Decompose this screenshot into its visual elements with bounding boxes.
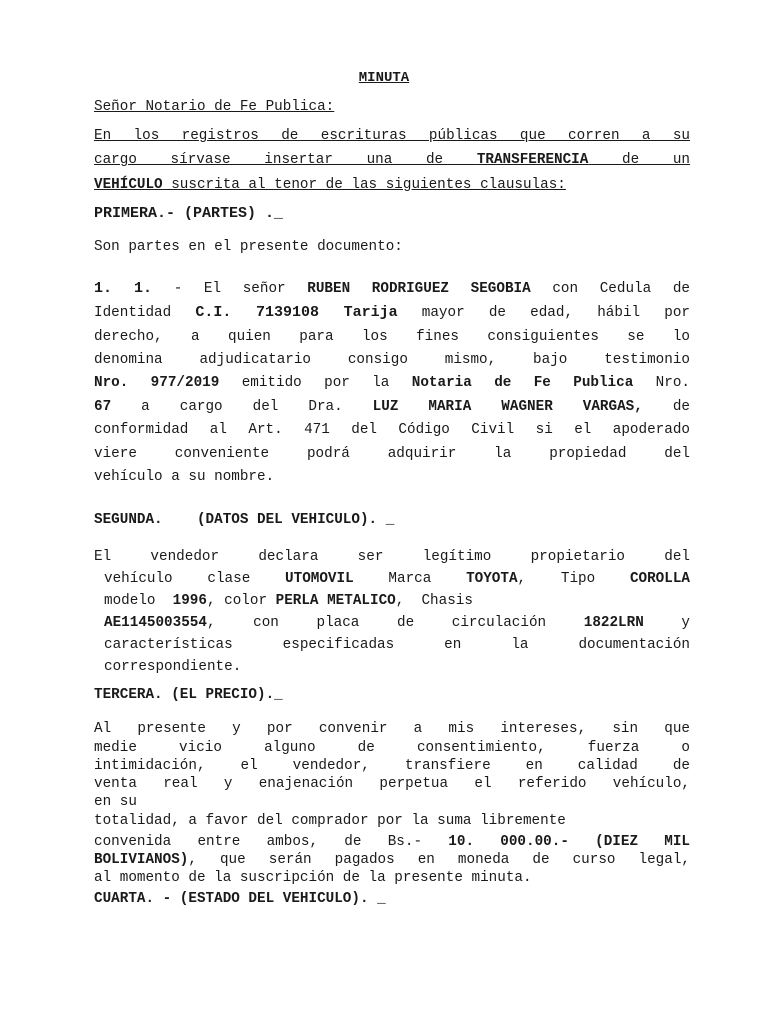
clause-bold: 1822LRN xyxy=(583,615,644,631)
document-title: MINUTA xyxy=(358,70,410,86)
primera-heading: PRIMERA.- (PARTES) ._ xyxy=(94,205,284,222)
clause-bold: 67 xyxy=(94,399,112,415)
clause-text: , Tipo xyxy=(517,571,630,587)
clause-text: , color xyxy=(206,593,276,609)
clause-bold: Nro. 977/2019 xyxy=(94,375,220,391)
segunda-line-4 xyxy=(104,613,690,633)
tercera-line-3: intimidación, el vendedor, transfiere en calidad de xyxy=(94,758,690,774)
clause-text: , que serán pagados en moneda de curso legal, xyxy=(188,852,690,868)
clause-bold: TOYOTA xyxy=(466,571,518,587)
tercera-line-4: venta real y enajenación perpetua el referido vehículo, xyxy=(94,776,690,792)
primera-line-5 xyxy=(94,373,690,393)
clause-bold: Notaria de Fe Publica xyxy=(411,375,634,391)
tercera-line-2: medie vicio alguno de consentimiento, fuerza o xyxy=(94,740,690,756)
clause-text: - El señor xyxy=(152,281,308,297)
tercera-heading: TERCERA. (EL PRECIO)._ xyxy=(94,687,283,703)
clause-number: 1. 1. xyxy=(94,280,153,297)
clause-text: de xyxy=(642,399,690,415)
primera-line-7: conformidad al Art. 471 del Código Civil si el apoderado xyxy=(94,422,690,438)
clause-text: vehículo clase xyxy=(104,571,286,587)
primera-line-8: viere conveniente podrá adquirir la propiedad del xyxy=(94,446,690,462)
clause-bold: 1996 xyxy=(172,593,207,609)
clause-bold: LUZ MARIA WAGNER VARGAS, xyxy=(372,399,643,415)
primera-line-6 xyxy=(94,397,690,417)
intro-bold: TRANSFERENCIA xyxy=(476,152,589,168)
clause-text: Marca xyxy=(353,571,467,587)
intro-text: de un xyxy=(588,152,691,168)
primera-line-3: derecho, a quien para los fines consiguientes se lo xyxy=(94,329,690,345)
cuarta-heading: CUARTA. - (ESTADO DEL VEHICULO). _ xyxy=(94,891,386,907)
intro-line-2 xyxy=(94,150,690,170)
clause-bold: BOLIVIANOS) xyxy=(94,852,189,868)
tercera-line-8 xyxy=(94,850,690,870)
intro-bold: VEHÍCULO xyxy=(94,177,163,193)
clause-text: convenida entre ambos, de Bs.- xyxy=(94,834,449,850)
segunda-line-6: correspondiente. xyxy=(104,659,242,675)
clause-bold: UTOMOVIL xyxy=(285,571,354,587)
clause-text: Nro. xyxy=(633,375,690,391)
intro-line-3 xyxy=(94,175,690,195)
intro-text: suscrita al tenor de las siguientes clausulas: xyxy=(162,177,566,193)
segunda-line-1: El vendedor declara ser legítimo propietario del xyxy=(94,549,690,565)
clause-bold: PERLA METALICO xyxy=(275,593,396,609)
clause-text: mayor de edad, hábil por xyxy=(397,305,691,321)
tercera-line-7 xyxy=(94,832,690,852)
clause-text: emitido por la xyxy=(219,375,412,391)
primera-line-9: vehículo a su nombre. xyxy=(94,469,275,485)
salutation: Señor Notario de Fe Publica: xyxy=(94,99,335,115)
clause-text: , Chasis xyxy=(395,593,473,609)
clause-bold: 10. 000.00.- (DIEZ MIL xyxy=(448,834,691,850)
clause-bold: AE1145003554 xyxy=(104,615,207,631)
intro-text: cargo sírvase insertar una de xyxy=(94,152,477,168)
tercera-line-6: totalidad, a favor del comprador por la suma libremente xyxy=(94,813,566,829)
tercera-line-5: en su xyxy=(94,794,137,810)
primera-lead: Son partes en el presente documento: xyxy=(94,239,403,255)
clause-bold: C.I. 7139108 Tarija xyxy=(195,304,398,321)
clause-bold: RUBEN RODRIGUEZ SEGOBIA xyxy=(307,281,531,297)
tercera-line-1: Al presente y por convenir a mis intereses, sin que xyxy=(94,721,690,737)
segunda-line-2 xyxy=(104,569,690,589)
clause-text: y xyxy=(643,615,690,631)
clause-text: , con placa de circulación xyxy=(206,615,584,631)
clause-text: con Cedula de xyxy=(530,281,690,297)
segunda-line-5: características especificadas en la documentación xyxy=(104,637,690,653)
tercera-line-9: al momento de la suscripción de la presente minuta. xyxy=(94,870,532,886)
clause-text: a cargo del Dra. xyxy=(111,399,373,415)
segunda-heading: SEGUNDA. (DATOS DEL VEHICULO). _ xyxy=(94,512,395,528)
clause-text: Identidad xyxy=(94,305,196,321)
primera-line-2 xyxy=(94,303,690,323)
intro-line-1: En los registros de escrituras públicas que corren a su xyxy=(94,128,690,144)
clause-bold: COROLLA xyxy=(629,571,690,587)
clause-text: modelo xyxy=(104,593,173,609)
primera-line-1 xyxy=(94,279,690,299)
segunda-line-3 xyxy=(104,591,564,611)
primera-line-4: denomina adjudicatario consigo mismo, bajo testimonio xyxy=(94,352,690,368)
